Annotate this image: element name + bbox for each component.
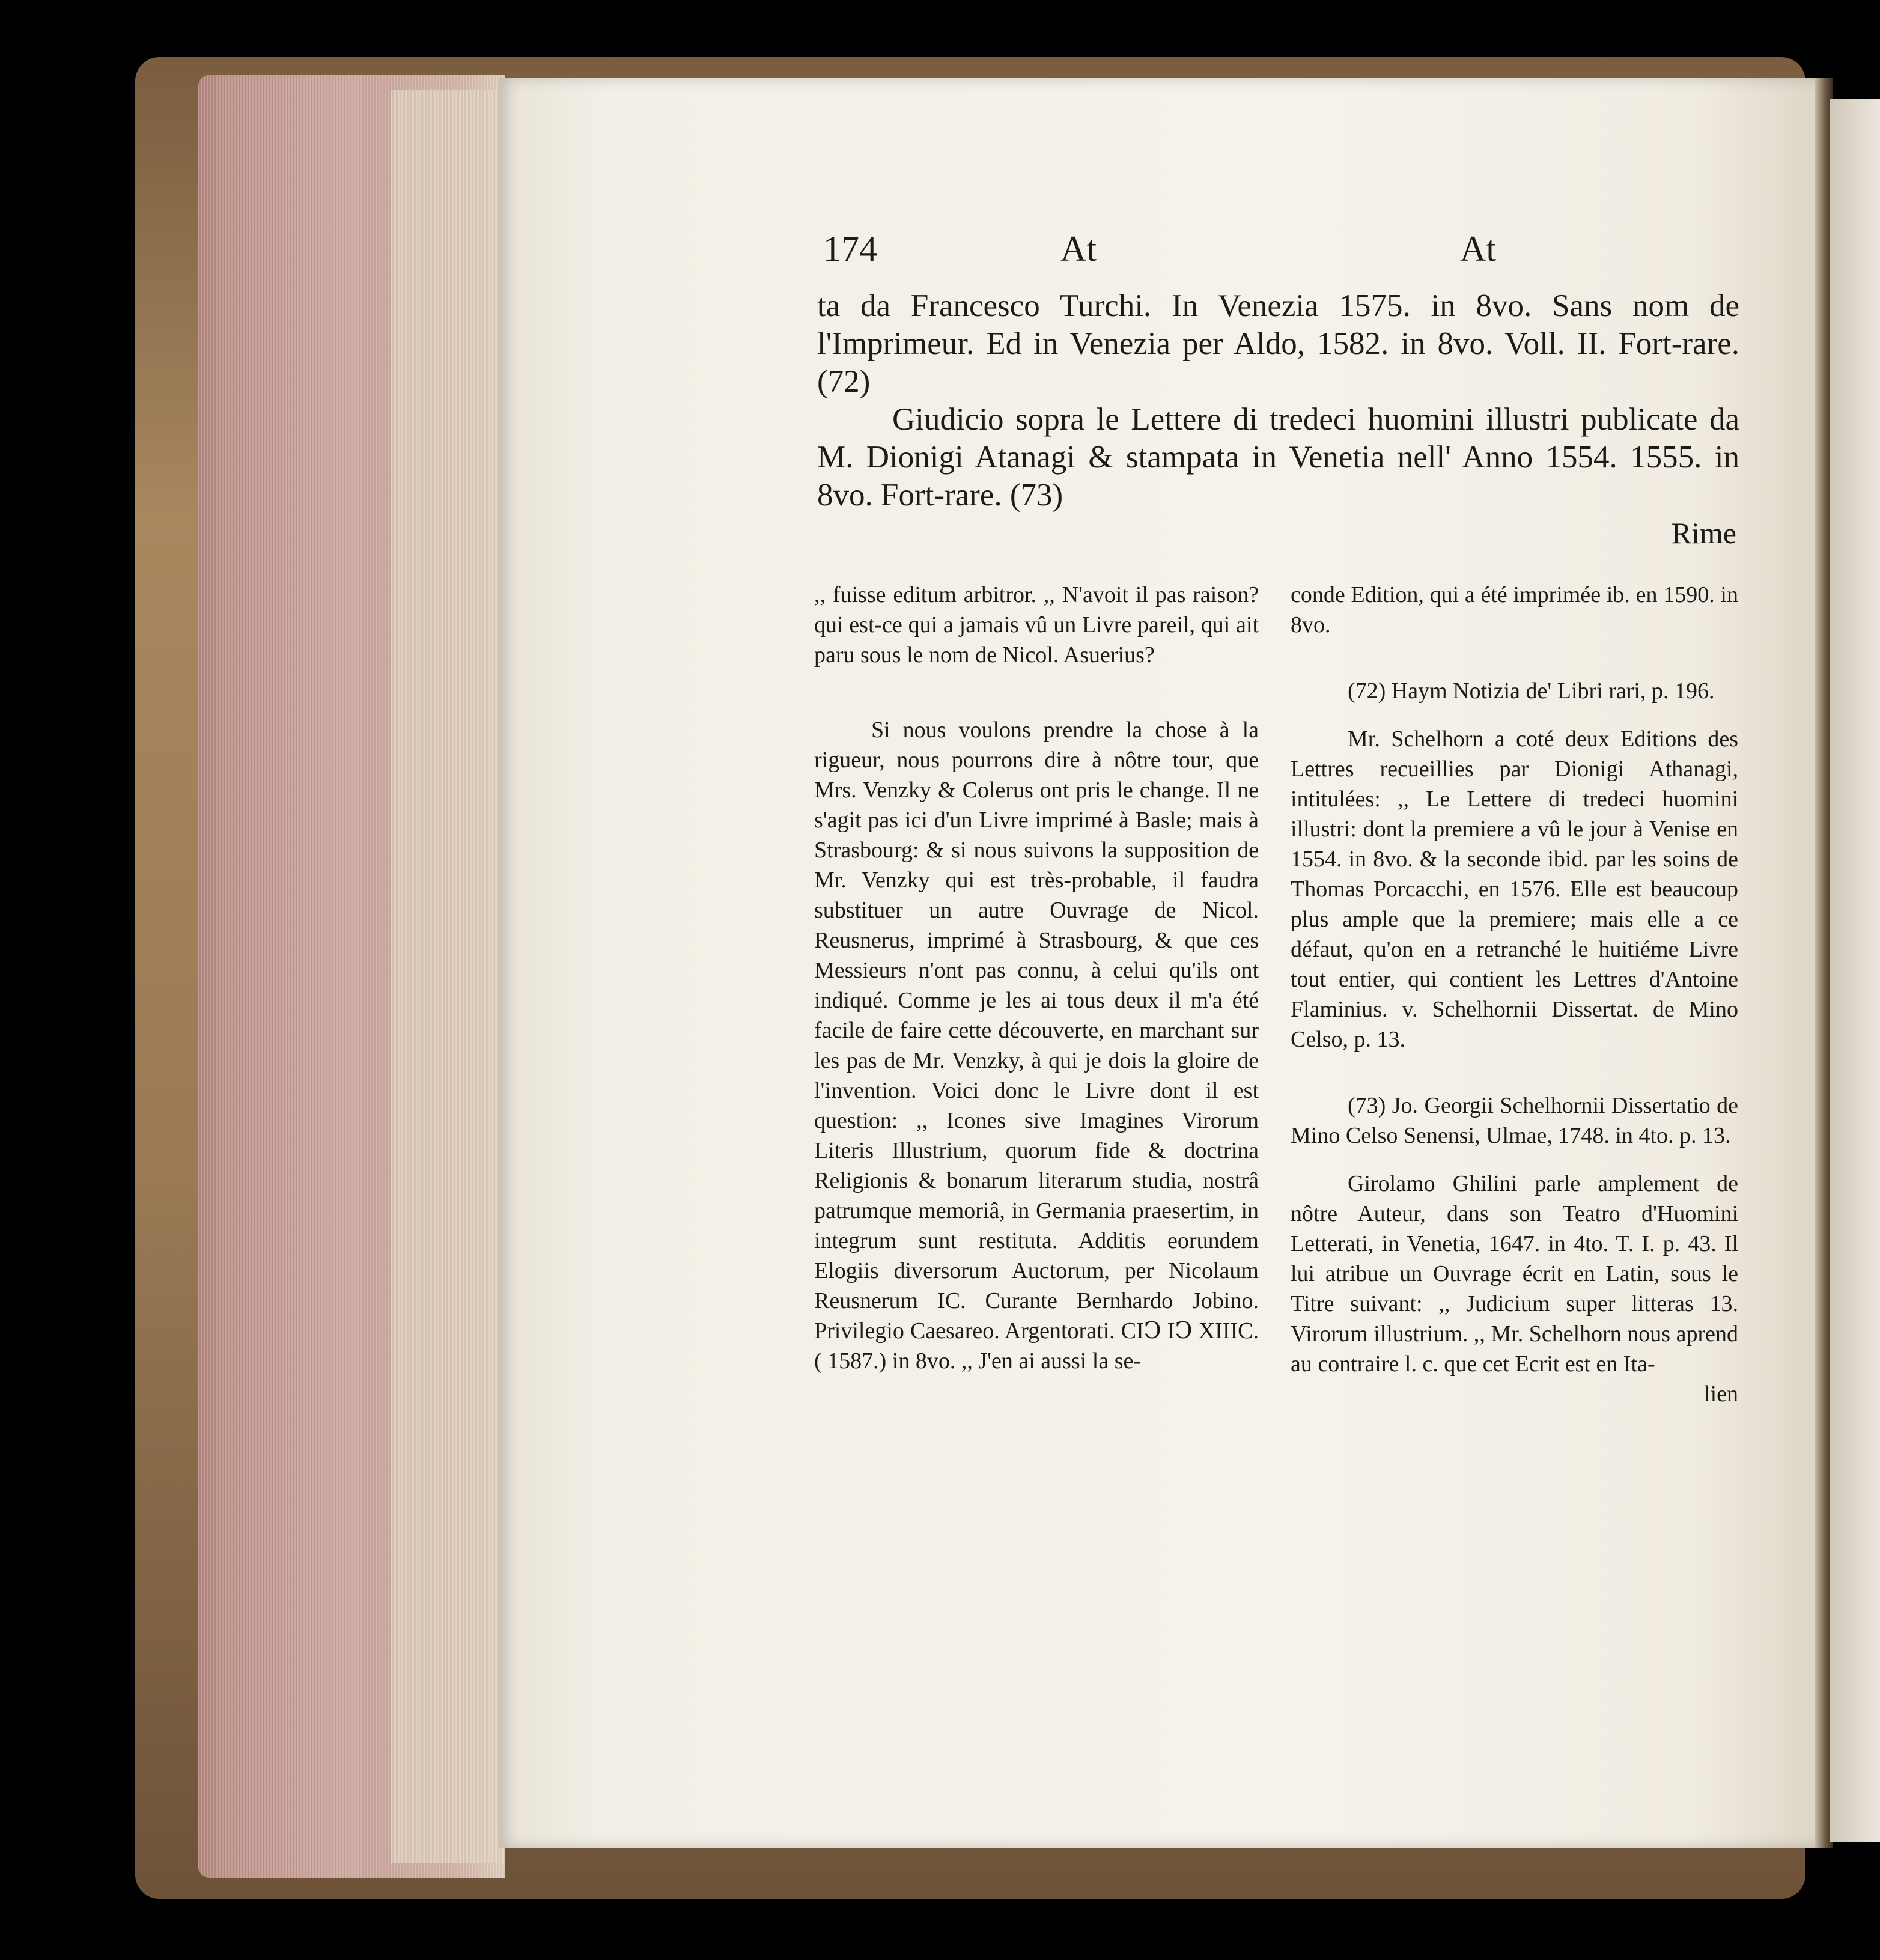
right-paragraph-5: Girolamo Ghilini parle amplement de nôtre Auteur, dans son Teatro d'Huomini Letterati, in Venetia, 1647. in 4to. T. I. p. 43. Il lui atribue un Ouvrage écrit en Latin, sous le Titre suivant: ,, Judicium super litteras 13. Virorum illustrium. ,, Mr. Schelhorn nous aprend au contraire l. c. que cet Ecrit est en Ita-: [1291, 1171, 1738, 1377]
catchword-top: Rime: [1671, 516, 1736, 550]
page-edges-inner: [391, 90, 505, 1863]
right-paragraph-3: Mr. Schelhorn a coté deux Editions des Lettres recueillies par Dionigi Athanagi, intitulées: ,, Le Lettere di tredeci huomini illustri: dont la premiere a vû le jour à Venise en 1554. in 8vo. & la seconde ibid. par les soins de Thomas Porcacchi, en 1576. Elle est beaucoup plus ample que la premiere; mais elle a ce défaut, qu'on en a retranché le huitiéme Livre tout entier, qui contient les Lettres d'Antoine Flaminius. v. Schelhornii Dissertat. de Mino Celso, p. 13.: [1291, 726, 1738, 1052]
facing-page-edge: [1830, 99, 1880, 1842]
footnote-73: (73) Jo. Georgii Schelhornii Dissertatio de Mino Celso Senensi, Ulmae, 1748. in 4to. p. 13.: [1291, 1093, 1738, 1148]
left-paragraph-1: ,, fuisse editum arbitror. ,, N'avoit il pas raison? qui est-ce qui a jamais vû un Livre pareil, qui ait paru sous le nom de Nicol. Asuerius?: [814, 582, 1259, 668]
footnote-72: (72) Haym Notizia de' Libri rari, p. 196.: [1348, 678, 1715, 704]
page-number: 174: [823, 229, 877, 269]
right-column: [1291, 580, 1738, 1409]
running-head-left: At: [1060, 229, 1097, 269]
catchword-bottom: lien: [1704, 1381, 1738, 1407]
page-header: [823, 228, 1736, 270]
main-paragraph-2: Giudicio sopra le Lettere di tredeci huomini illustri publicate da M. Dionigi Atanagi & stampata in Venetia nell' Anno 1554. 1555. in 8vo. Fort-rare. (73): [817, 402, 1739, 513]
right-paragraph-1: conde Edition, qui a été imprimée ib. en 1590. in 8vo.: [1291, 582, 1738, 638]
left-column: [814, 580, 1259, 1376]
main-text-block: [817, 287, 1739, 514]
left-paragraph-2: Si nous voulons prendre la chose à la rigueur, nous pourrons dire à nôtre tour, que Mrs. Venzky & Colerus ont pris le change. Il ne s'agit pas ici d'un Livre imprimé à Basle; mais à Strasbourg: & si nous suivons la supposition de Mr. Venzky qui est très-probable, il faudra substituer un autre Ouvrage de Nicol. Reusnerus, imprimé à Strasbourg, & que ces Messieurs n'ont pas connu, à celui qu'ils ont indiqué. Comme je les ai tous deux il m'a été facile de faire cette découverte, en marchant sur les pas de Mr. Venzky, à qui je dois la gloire de l'invention. Voici donc le Livre dont il est question: ,, Icones sive Imagines Virorum Literis Illustrium, quorum fide & doctrina Religionis & bonarum literarum studia, nostrâ patrumque memoriâ, in Germania praesertim, in integrum sunt restituta. Additis eorundem Elogiis diversorum Auctorum, per Nicolaum Reusnerum IC. Curante Bernhardo Jobino. Privilegio Caesareo. Argentorati. CIↃ IↃ XIIIC. ( 1587.) in 8vo. ,, J'en ai aussi la se-: [814, 717, 1259, 1374]
main-paragraph-1: ta da Francesco Turchi. In Venezia 1575. in 8vo. Sans nom de l'Imprimeur. Ed in Venezia per Aldo, 1582. in 8vo. Voll. II. Fort-rare. (72): [817, 288, 1739, 399]
running-head-right: At: [1460, 229, 1496, 269]
